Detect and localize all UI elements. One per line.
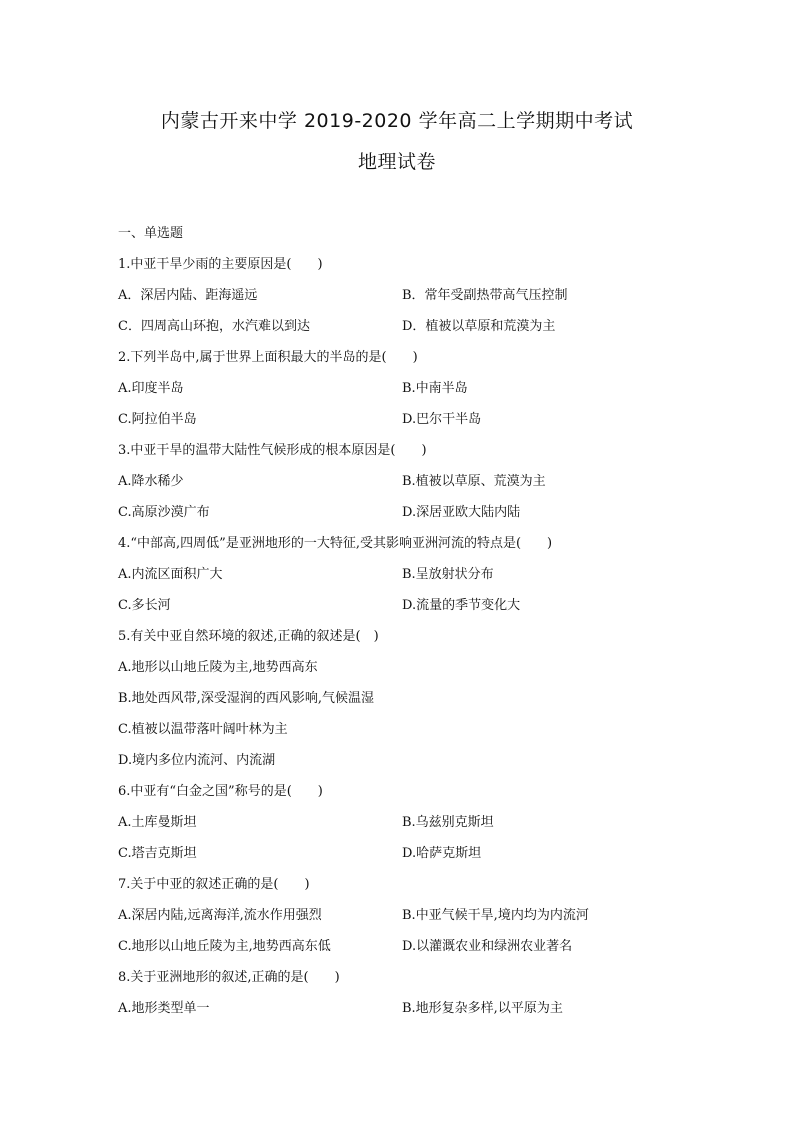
question-6-option-b: B.乌兹别克斯坦 (402, 815, 494, 830)
question-5-option-a: A.地形以山地丘陵为主,地势西高东 (118, 660, 318, 675)
question-7-options-row-1 (118, 900, 718, 931)
question-1-option-d: D．植被以草原和荒漠为主 (402, 319, 556, 334)
question-2-stem: 2.下列半岛中,属于世界上面积最大的半岛的是( ) (118, 350, 418, 365)
question-4-stem: 4.“中部高,四周低”是亚洲地形的一大特征,受其影响亚洲河流的特点是( ) (118, 536, 553, 551)
question-6-options-row-1 (118, 807, 718, 838)
question-6-option-a: A.土库曼斯坦 (118, 815, 197, 830)
question-2-options-row-2 (118, 404, 718, 435)
question-6-option-d: D.哈萨克斯坦 (402, 846, 482, 861)
question-8-options-row-1 (118, 993, 718, 1024)
question-4-option-d: D.流量的季节变化大 (402, 598, 521, 613)
question-6-options-row-2 (118, 838, 718, 869)
question-1-stem: 1.中亚干旱少雨的主要原因是( ) (118, 257, 323, 272)
question-4-option-b: B.呈放射状分布 (402, 567, 494, 582)
question-5-option-c: C.植被以温带落叶阔叶林为主 (118, 722, 288, 737)
exam-title: 内蒙古开来中学 2019-2020 学年高二上学期期中考试 (160, 110, 634, 132)
question-2-option-d: D.巴尔干半岛 (402, 412, 482, 427)
question-7-stem: 7.关于中亚的叙述正确的是( ) (118, 877, 310, 892)
question-3-option-a: A.降水稀少 (118, 474, 184, 489)
question-3-option-c: C.高原沙漠广布 (118, 505, 210, 520)
section-heading: 一、单选题 (118, 226, 184, 241)
question-5-option-d: D.境内多位内流河、内流湖 (118, 753, 276, 768)
question-8-option-a: A.地形类型单一 (118, 1001, 210, 1016)
question-2-option-b: B.中南半岛 (402, 381, 468, 396)
question-2-option-a: A.印度半岛 (118, 381, 184, 396)
question-4-options-row-2 (118, 590, 718, 621)
question-7-option-a: A.深居内陆,远离海洋,流水作用强烈 (118, 908, 322, 923)
question-3-options-row-2 (118, 497, 718, 528)
question-8-option-b: B.地形复杂多样,以平原为主 (402, 1001, 563, 1016)
exam-content (118, 218, 718, 1024)
question-1-option-b: B．常年受副热带高气压控制 (402, 288, 568, 303)
question-3-option-d: D.深居亚欧大陆内陆 (402, 505, 521, 520)
question-3-stem: 3.中亚干旱的温带大陆性气候形成的根本原因是( ) (118, 443, 427, 458)
question-2-options-row-1 (118, 373, 718, 404)
question-7-option-b: B.中亚气候干旱,境内均为内流河 (402, 908, 589, 923)
question-1-options-row-2 (118, 311, 718, 342)
question-4-options-row-1 (118, 559, 718, 590)
question-1-option-a: A．深居内陆、距海遥远 (118, 288, 258, 303)
question-1-options-row-1 (118, 280, 718, 311)
question-6-option-c: C.塔吉克斯坦 (118, 846, 197, 861)
question-7-options-row-2 (118, 931, 718, 962)
question-8-stem: 8.关于亚洲地形的叙述,正确的是( ) (118, 970, 340, 985)
question-1-option-c: C．四周高山环抱，水汽难以到达 (118, 319, 310, 334)
question-7-option-c: C.地形以山地丘陵为主,地势西高东低 (118, 939, 331, 954)
question-3-option-b: B.植被以草原、荒漠为主 (402, 474, 546, 489)
question-2-option-c: C.阿拉伯半岛 (118, 412, 197, 427)
question-4-option-a: A.内流区面积广大 (118, 567, 223, 582)
question-7-option-d: D.以灌溉农业和绿洲农业著名 (402, 939, 573, 954)
question-5-option-b: B.地处西风带,深受湿润的西风影响,气候温湿 (118, 691, 374, 706)
question-3-options-row-1 (118, 466, 718, 497)
question-4-option-c: C.多长河 (118, 598, 171, 613)
question-5-stem: 5.有关中亚自然环境的叙述,正确的叙述是( ) (118, 629, 379, 644)
exam-subtitle: 地理试卷 (357, 151, 436, 173)
question-6-stem: 6.中亚有“白金之国”称号的是( ) (118, 784, 323, 799)
